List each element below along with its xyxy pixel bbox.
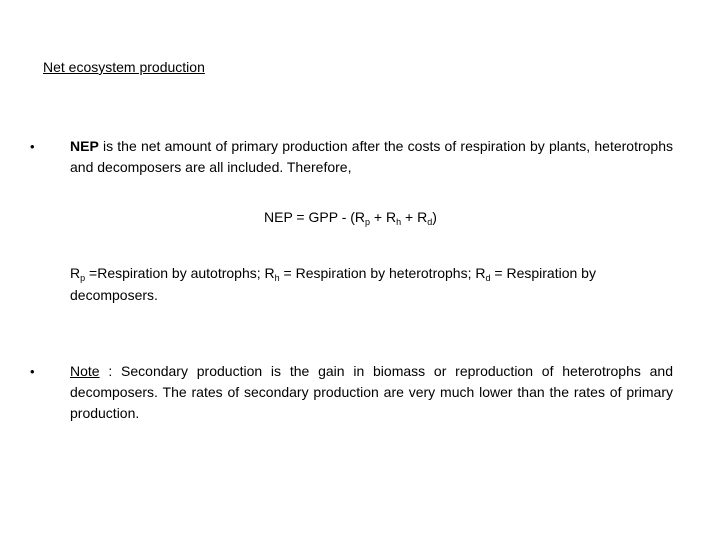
formula-sub-d: d (427, 217, 433, 227)
note-paragraph (70, 361, 673, 424)
legend-sub-p: p (80, 273, 86, 283)
formula-plus-rd: + R (401, 209, 428, 225)
slide-title: Net ecosystem production (43, 59, 205, 75)
nep-term: NEP (70, 138, 99, 154)
note-text: : Secondary production is the gain in biomass or reproduction of heterotrophs and decomposers. The rates of secondary production are very much lower than the rates of primary production. (70, 363, 673, 421)
nep-definition-text: is the net amount of primary production after the costs of respiration by plants, heterotrophs and decomposers are all included. Therefore, (70, 138, 673, 175)
bullet-marker: • (30, 364, 35, 379)
legend-sub-d: d (485, 273, 491, 283)
legend-text-1: =Respiration by autotrophs; R (85, 265, 275, 281)
formula-sub-h: h (396, 217, 402, 227)
legend-text-3: = Respiration by decomposers. (70, 265, 596, 303)
bullet-marker: • (30, 139, 35, 154)
formula-sub-p: p (365, 217, 371, 227)
respiration-legend (70, 262, 673, 306)
legend-r1: R (70, 265, 81, 281)
note-term: Note (70, 363, 100, 379)
nep-definition (70, 136, 673, 178)
formula-lhs: NEP = GPP - (R (264, 209, 366, 225)
formula-plus-rh: + R (370, 209, 397, 225)
formula-close: ) (432, 209, 437, 225)
nep-formula (264, 209, 437, 225)
legend-sub-h: h (274, 273, 280, 283)
legend-text-2: = Respiration by heterotrophs; R (279, 265, 486, 281)
